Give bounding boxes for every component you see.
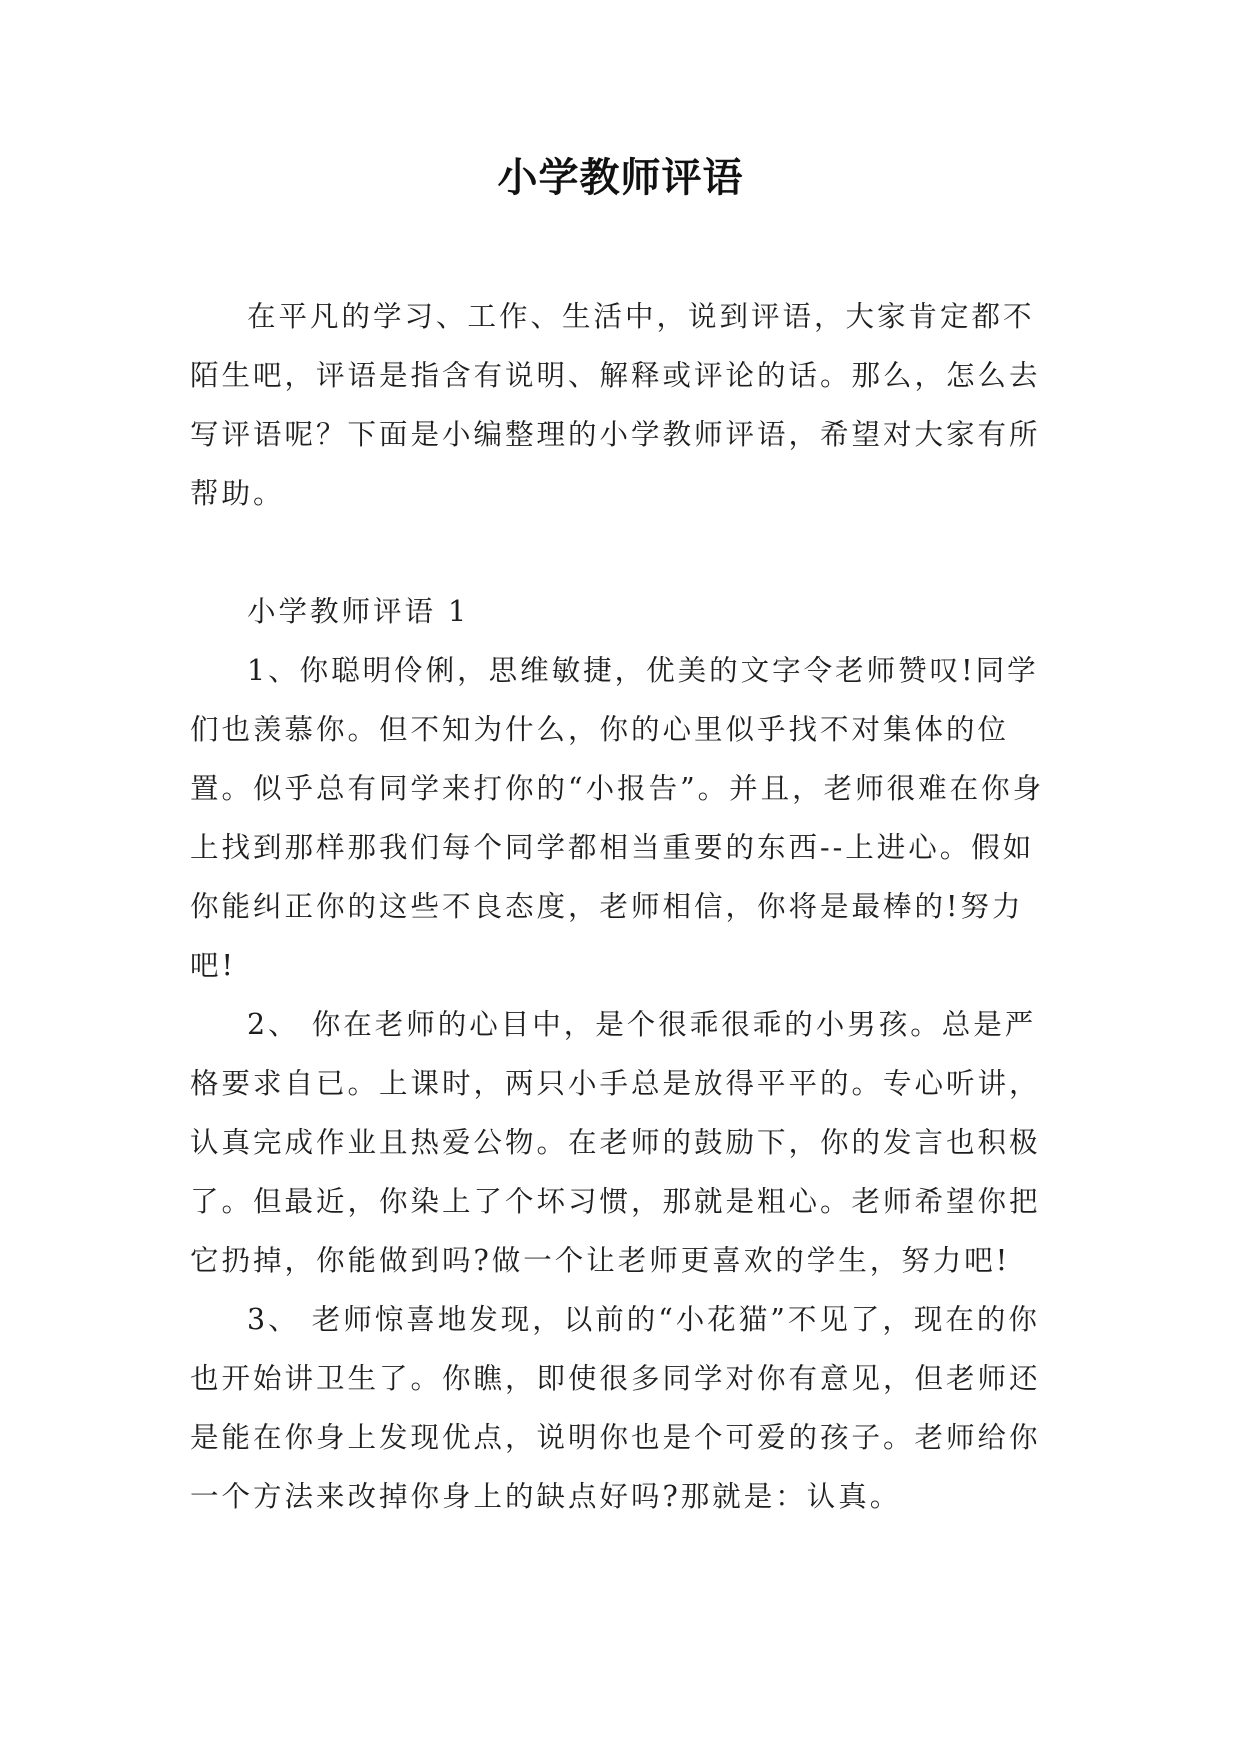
- comment-paragraph-2: 2、 你在老师的心目中，是个很乖很乖的小男孩。总是严格要求自已。上课时，两只小手总是放得平平的。专心听讲，认真完成作业且热爱公物。在老师的鼓励下，你的发言也积极了。但最近，你染上了个坏习惯，那就是粗心。老师希望你把它扔掉，你能做到吗?做一个让老师更喜欢的学生，努力吧!: [190, 1008, 1041, 1277]
- comment-paragraph-3: 3、 老师惊喜地发现，以前的“小花猫”不见了，现在的你也开始讲卫生了。你瞧，即使很多同学对你有意见，但老师还是能在你身上发现优点，说明你也是个可爱的孩子。老师给你一个方法来改掉你身上的缺点好吗?那就是：认真。: [190, 1303, 1041, 1513]
- intro-paragraph: 在平凡的学习、工作、生活中，说到评语，大家肯定都不陌生吧，评语是指含有说明、解释或评论的话。那么，怎么去写评语呢？下面是小编整理的小学教师评语，希望对大家有所帮助。: [190, 300, 1041, 510]
- document-body: [190, 287, 1052, 1526]
- comment-paragraph-1: 1、你聪明伶俐，思维敏捷，优美的文字令老师赞叹!同学们也羡慕你。但不知为什么，你的心里似乎找不对集体的位置。似乎总有同学来打你的“小报告”。并且，老师很难在你身上找到那样那我们每个同学都相当重要的东西--上进心。假如你能纠正你的这些不良态度，老师相信，你将是最棒的!努力吧!: [190, 654, 1045, 982]
- document-title: 小学教师评语: [497, 155, 744, 201]
- section-heading: 小学教师评语 1: [247, 595, 470, 628]
